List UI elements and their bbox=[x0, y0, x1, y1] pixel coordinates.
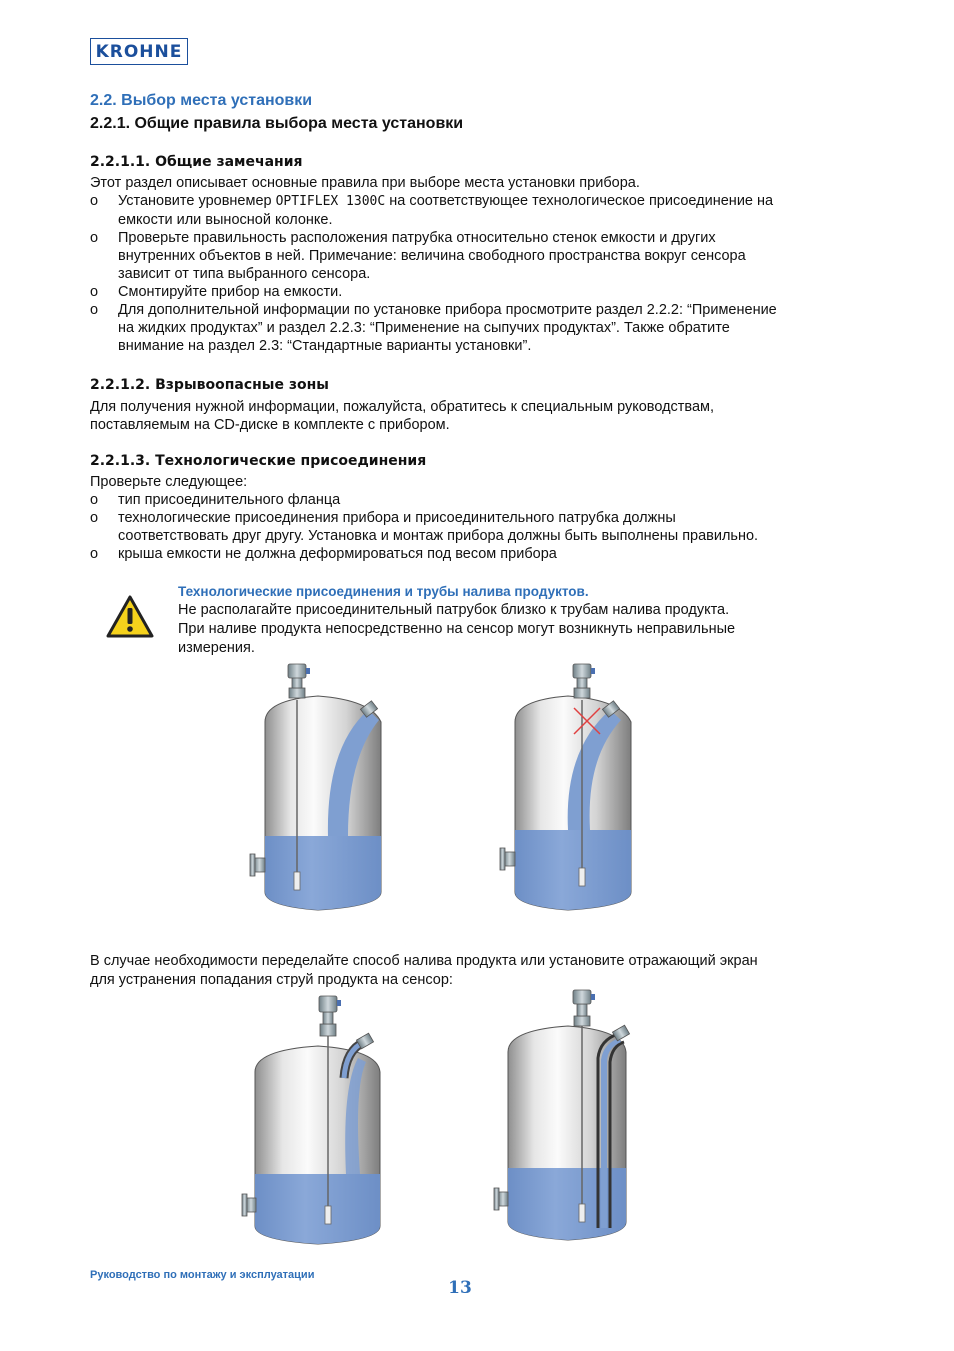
section-subtitle: 2.2.1. Общие правила выбора места установки bbox=[90, 115, 464, 132]
warning-icon bbox=[106, 595, 154, 639]
tank-illustration-redirected-fill bbox=[238, 988, 388, 1258]
list-item bbox=[90, 192, 870, 229]
item-text: Установите уровнемер bbox=[118, 193, 276, 209]
bullet-marker: o bbox=[90, 230, 99, 246]
connections-intro: Проверьте следующее: bbox=[90, 474, 248, 490]
krohne-logo bbox=[90, 38, 188, 65]
general-intro: Этот раздел описывает основные правила при выборе места установки прибора. bbox=[90, 175, 640, 191]
warning-text bbox=[178, 601, 858, 658]
tank-illustration-correct bbox=[248, 660, 388, 930]
remedy-line: для устранения попадания струй продукта на сенсор: bbox=[90, 972, 453, 988]
tank-illustration-incorrect bbox=[498, 660, 638, 930]
item-text: на соответствующее технологическое присоединение на bbox=[385, 193, 774, 209]
bullet-marker: o bbox=[90, 302, 99, 318]
list-item bbox=[90, 229, 870, 283]
list-item bbox=[90, 509, 870, 545]
warning-line: измерения. bbox=[178, 640, 255, 656]
section-title: 2.2. Выбор места установки bbox=[90, 92, 313, 109]
general-heading: 2.2.1.1. Общие замечания bbox=[90, 154, 303, 170]
item-text: соответствовать друг другу. Установка и монтаж прибора должны быть выполнены правильно. bbox=[118, 528, 759, 544]
item-text: технологические присоединения прибора и присоединительного патрубка должны bbox=[118, 510, 676, 526]
list-item bbox=[90, 283, 870, 301]
hazardous-line: Для получения нужной информации, пожалуйста, обратитесь к специальным руководствам, bbox=[90, 399, 715, 415]
item-text: емкости или выносной колонке. bbox=[118, 212, 333, 228]
warning-line: При наливе продукта непосредственно на сенсор могут возникнуть неправильные bbox=[178, 621, 736, 637]
item-text: тип присоединительного фланца bbox=[118, 492, 341, 508]
connections-list bbox=[90, 491, 870, 563]
bullet-marker: o bbox=[90, 284, 99, 300]
bullet-marker: o bbox=[90, 510, 99, 526]
item-text: внимание на раздел 2.3: “Стандартные варианты установки”. bbox=[118, 338, 532, 354]
bullet-marker: o bbox=[90, 492, 99, 508]
product-name: OPTIFLEX 1300C bbox=[275, 194, 386, 209]
item-text: Проверьте правильность расположения патрубка относительно стенок емкости и других bbox=[118, 230, 716, 246]
bullet-marker: o bbox=[90, 193, 99, 209]
warning-title: Технологические присоединения и трубы налива продуктов. bbox=[178, 584, 589, 599]
list-item bbox=[90, 301, 870, 355]
item-text: Смонтируйте прибор на емкости. bbox=[118, 284, 343, 300]
connections-heading: 2.2.1.3. Технологические присоединения bbox=[90, 453, 427, 469]
item-text: на жидких продуктах” и раздел 2.2.3: “Применение на сыпучих продуктах”. Также обратите bbox=[118, 320, 730, 336]
hazardous-line: поставляемым на CD-диске в комплекте с прибором. bbox=[90, 417, 450, 433]
logo-text: KROHNE bbox=[95, 41, 183, 62]
remedy-line: В случае необходимости переделайте способ налива продукта или установите отражающий экран bbox=[90, 953, 758, 969]
tank-illustration-fill-pipe bbox=[488, 988, 638, 1258]
warning-line: Не располагайте присоединительный патрубок близко к трубам налива продукта. bbox=[178, 602, 730, 618]
hazardous-heading: 2.2.1.2. Взрывоопасные зоны bbox=[90, 377, 329, 393]
bullet-marker: o bbox=[90, 546, 99, 562]
footer-manual-title: Руководство по монтажу и эксплуатации bbox=[90, 1269, 315, 1281]
general-list bbox=[90, 192, 870, 355]
list-item bbox=[90, 491, 870, 509]
item-text: крыша емкости не должна деформироваться под весом прибора bbox=[118, 546, 557, 562]
page-number: 13 bbox=[448, 1278, 472, 1298]
item-text: внутренних объектов в ней. Примечание: величина свободного пространства вокруг сенсора bbox=[118, 248, 746, 264]
list-item bbox=[90, 545, 870, 563]
item-text: зависит от типа выбранного сенсора. bbox=[118, 266, 371, 282]
item-text: Для дополнительной информации по установке прибора просмотрите раздел 2.2.2: “Применение bbox=[118, 302, 777, 318]
